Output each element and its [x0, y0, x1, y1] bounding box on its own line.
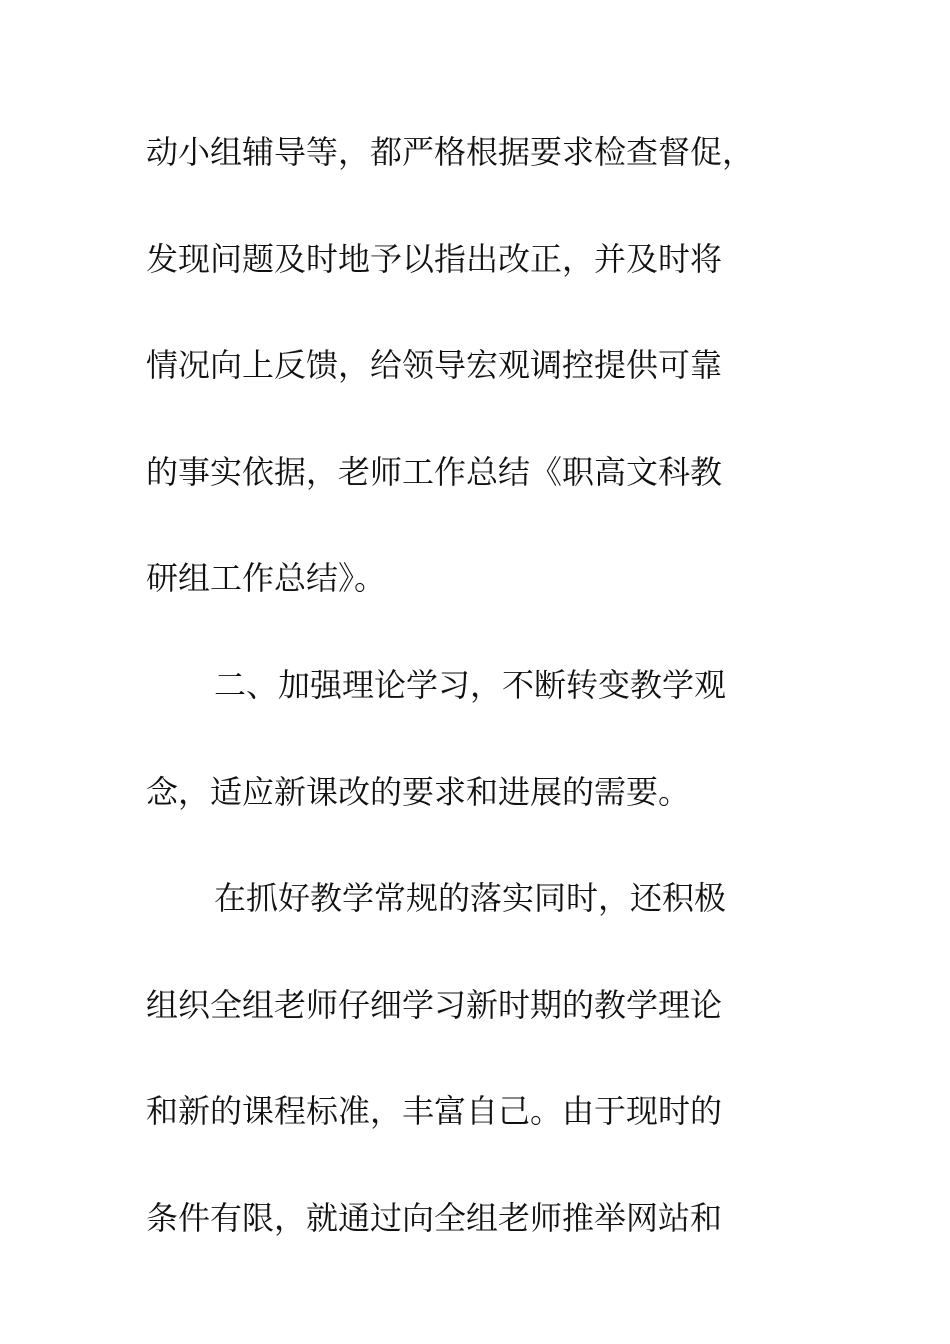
- section-heading: 二、加强理论学习，不断转变教学观: [214, 665, 727, 704]
- text-line: 情况向上反馈，给领导宏观调控提供可靠: [146, 346, 723, 385]
- document-body: [146, 126, 806, 1299]
- text-line: 研组工作总结》。: [146, 559, 387, 598]
- text-line: 念，适应新课改的要求和进展的需要。: [146, 772, 691, 811]
- text-line: 条件有限，就通过向全组老师推举网站和: [146, 1198, 723, 1237]
- text-line: 组织全组老师仔细学习新时期的教学理论: [146, 985, 723, 1024]
- text-line: 动小组辅导等，都严格根据要求检查督促，: [146, 133, 755, 171]
- text-line: 和新的课程标准，丰富自己。由于现时的: [146, 1092, 723, 1131]
- text-line: 的事实依据，老师工作总结《职高文科教: [146, 452, 723, 491]
- paragraph-start-line: 在抓好教学常规的落实同时，还积极: [214, 879, 727, 918]
- text-line: 发现问题及时地予以指出改正，并及时将: [146, 239, 723, 278]
